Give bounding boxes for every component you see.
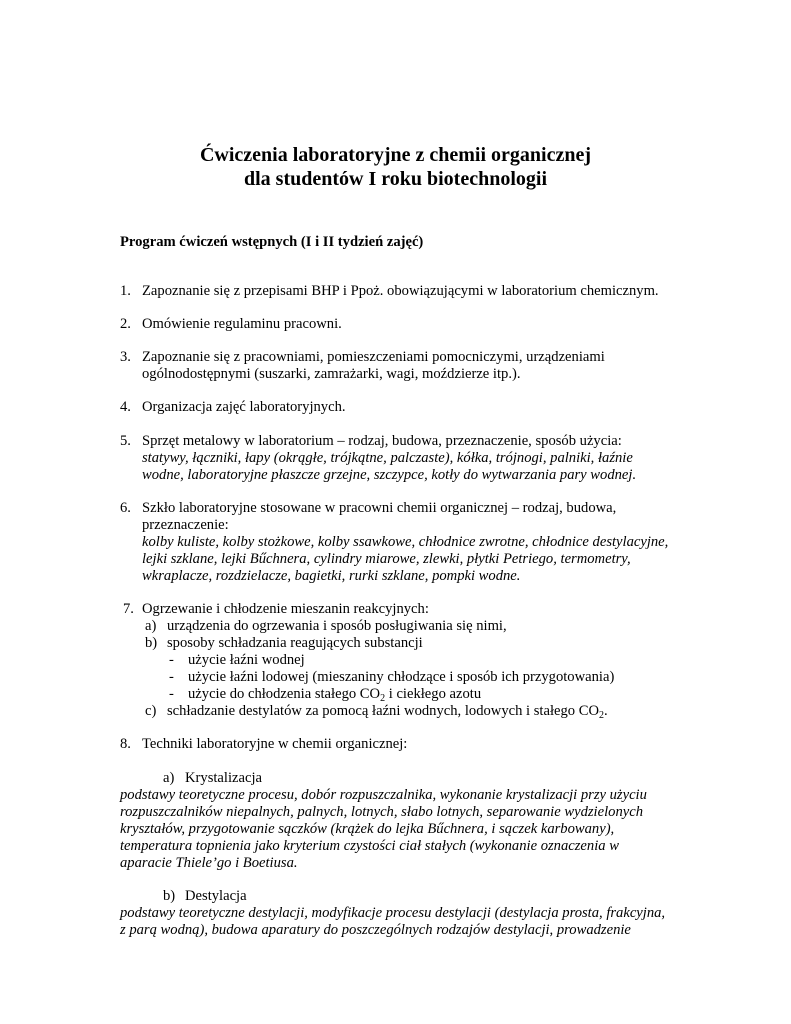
dash-marker: - bbox=[169, 652, 174, 668]
item-7b-sub-3-post: i ciekłego azotu bbox=[385, 686, 482, 702]
item-number: 8. bbox=[120, 736, 131, 752]
document-title-line-2: dla studentów I roku biotechnologii bbox=[243, 168, 548, 190]
subscript: 2 bbox=[380, 693, 386, 704]
list-marker: b) bbox=[163, 888, 176, 904]
item-7b-sub-3 bbox=[188, 686, 481, 703]
dash-marker: - bbox=[169, 669, 174, 685]
item-7b-sub-3-pre: użycie do chłodzenia stałego CO bbox=[188, 686, 381, 702]
item-6-line-3: kolby kuliste, kolby stożkowe, kolby ssawkowe, chłodnice zwrotne, chłodnice destylacyjne, bbox=[142, 534, 669, 550]
item-6-line-4: lejki szklane, lejki Bűchnera, cylindry miarowe, zlewki, płytki Petriego, termometry, bbox=[142, 551, 631, 567]
item-8a-desc-3: kryształów, przygotowanie sączków (krążek do lejka Bűchnera, i sączek karbowany), bbox=[120, 821, 615, 837]
item-6-line-2: przeznaczenie: bbox=[142, 517, 229, 533]
item-5-line-2: statywy, łączniki, łapy (okrągłe, trójkątne, palczaste), kółka, trójnogi, palniki, łaźnie bbox=[142, 450, 633, 466]
item-8a-desc-1: podstawy teoretyczne procesu, dobór rozpuszczalnika, wykonanie krystalizacji przy użyciu bbox=[120, 787, 647, 803]
item-8-text: Techniki laboratoryjne w chemii organicznej: bbox=[142, 736, 408, 752]
item-7b-sub-1: użycie łaźni wodnej bbox=[188, 652, 305, 668]
item-3-line-2: ogólnodostępnymi (suszarki, zamrażarki, wagi, moździerze itp.). bbox=[142, 366, 521, 382]
item-7a-text: urządzenia do ogrzewania i sposób posługiwania się nimi, bbox=[167, 618, 507, 634]
item-8a-desc-2: rozpuszczalników niepalnych, palnych, lotnych, słabo lotnych, separowanie wydzielonych bbox=[120, 804, 643, 820]
item-number: 7. bbox=[123, 601, 134, 617]
item-number: 1. bbox=[120, 283, 131, 299]
item-7c-text bbox=[167, 703, 608, 720]
item-8a-desc-5: aparacie Thiele’go i Boetiusa. bbox=[120, 855, 298, 871]
item-number: 6. bbox=[120, 500, 131, 516]
item-6-line-5: wkraplacze, rozdzielacze, bagietki, rurki szklane, pompki wodne. bbox=[142, 568, 521, 584]
item-7c-post: . bbox=[604, 703, 608, 719]
item-8a-desc-4: temperatura topnienia jako kryterium czystości ciał stałych (wykonanie oznaczenia w bbox=[120, 838, 619, 854]
document-title-line-1: Ćwiczenia laboratoryjne z chemii organicznej bbox=[199, 144, 591, 166]
item-8b-heading: Destylacja bbox=[185, 888, 247, 904]
item-4-text: Organizacja zajęć laboratoryjnych. bbox=[142, 399, 346, 415]
item-7b-text: sposoby schładzania reagujących substancji bbox=[167, 635, 423, 651]
item-5-line-1: Sprzęt metalowy w laboratorium – rodzaj, budowa, przeznaczenie, sposób użycia: bbox=[142, 433, 622, 449]
item-3-line-1: Zapoznanie się z pracowniami, pomieszczeniami pomocniczymi, urządzeniami bbox=[142, 349, 605, 365]
item-8a-heading: Krystalizacja bbox=[185, 770, 262, 786]
dash-marker: - bbox=[169, 686, 174, 702]
item-7b-sub-2: użycie łaźni lodowej (mieszaniny chłodzące i sposób ich przygotowania) bbox=[188, 669, 615, 685]
list-marker: a) bbox=[163, 770, 175, 786]
list-marker: b) bbox=[145, 635, 158, 651]
item-number: 2. bbox=[120, 316, 131, 332]
item-7-text: Ogrzewanie i chłodzenie mieszanin reakcyjnych: bbox=[142, 601, 429, 617]
list-marker: c) bbox=[145, 703, 157, 719]
list-marker: a) bbox=[145, 618, 157, 634]
item-8b-desc-1: podstawy teoretyczne destylacji, modyfikacje procesu destylacji (destylacja prosta, frakcyjna, bbox=[120, 905, 666, 921]
item-number: 5. bbox=[120, 433, 131, 449]
item-7c-pre: schładzanie destylatów za pomocą łaźni wodnych, lodowych i stałego CO bbox=[167, 703, 600, 719]
item-number: 3. bbox=[120, 349, 131, 365]
subscript: 2 bbox=[599, 710, 605, 721]
item-6-line-1: Szkło laboratoryjne stosowane w pracowni chemii organicznej – rodzaj, budowa, bbox=[142, 500, 617, 516]
item-2-text: Omówienie regulaminu pracowni. bbox=[142, 316, 342, 332]
item-1-text: Zapoznanie się z przepisami BHP i Ppoż. obowiązującymi w laboratorium chemicznym. bbox=[142, 283, 659, 299]
item-number: 4. bbox=[120, 399, 131, 415]
program-heading: Program ćwiczeń wstępnych (I i II tydzień zajęć) bbox=[120, 234, 424, 250]
item-8b-desc-2: z parą wodną), budowa aparatury do poszczególnych rodzajów destylacji, prowadzenie bbox=[120, 922, 631, 938]
item-5-line-3: wodne, laboratoryjne płaszcze grzejne, szczypce, kotły do wytwarzania pary wodnej. bbox=[142, 467, 637, 483]
